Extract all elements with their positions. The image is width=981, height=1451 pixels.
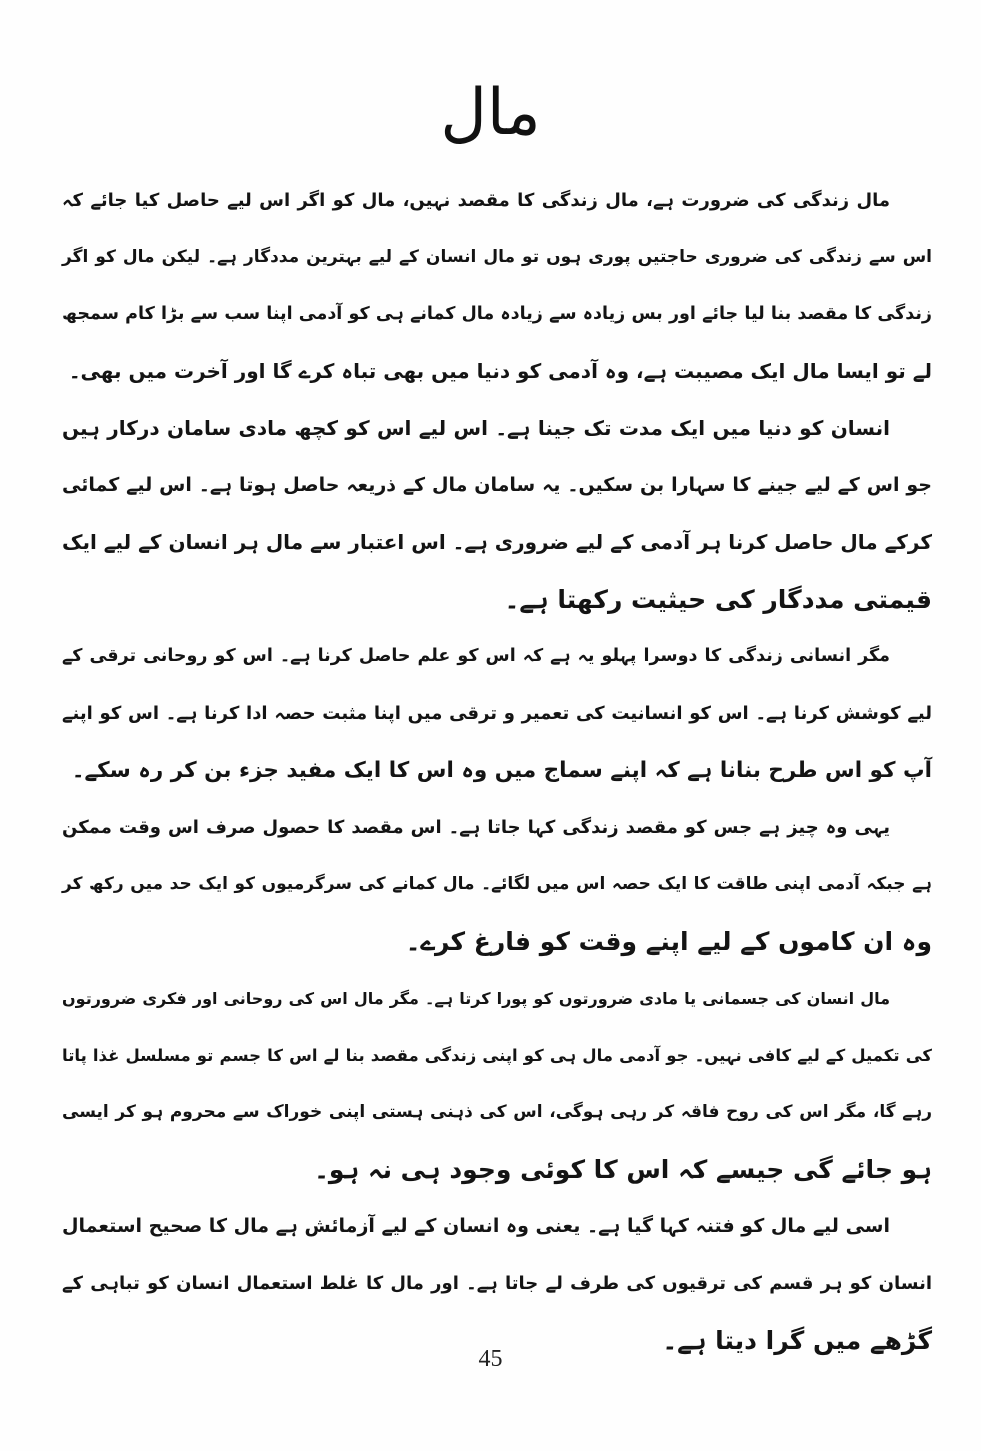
page-number: 45 [478,1346,503,1372]
text-line: اس سے زندگی کی ضروری حاجتیں پوری ہوں تو مال انسان کے لیے بہترین مددگار ہے۔ لیکن مال کو اگر [62,247,932,267]
text-line: انسان کو ہر قسم کی ترقیوں کی طرف لے جاتا ہے۔ اور مال کا غلط استعمال انسان کو تباہی کے [62,1273,932,1294]
text-line: کی تکمیل کے لیے کافی نہیں۔ جو آدمی مال ہی کو اپنی زندگی مقصد بنا لے اس کا جسم تو مسلسل غذا پاتا [62,1046,932,1065]
text-line: رہے گا، مگر اس کی روح فاقہ کر رہی ہوگی، اس کی ذہنی ہستی اپنی خوراک سے محروم ہو کر ایسی [62,1102,932,1122]
text-line: مال زندگی کی ضرورت ہے، مال زندگی کا مقصد نہیں، مال کو اگر اس لیے حاصل کیا جائے کہ [62,190,890,211]
text-line: لے تو ایسا مال ایک مصیبت ہے، وہ آدمی کو دنیا میں بھی تباہ کرے گا اور آخرت میں بھی۔ [68,359,932,383]
text-line: زندگی کا مقصد بنا لیا جائے اور بس زیادہ سے زیادہ مال کمانے ہی کو آدمی اپنا سب سے بڑا کام سمجھ [62,304,932,324]
text-line: لیے کوشش کرنا ہے۔ اس کو انسانیت کی تعمیر و ترقی میں اپنا مثبت حصہ ادا کرنا ہے۔ اس کو اپنے [62,703,932,724]
text-line: گڑھے میں گرا دیتا ہے۔ [662,1326,932,1355]
text-line: آپ کو اس طرح بنانا ہے کہ اپنے سماج میں وہ اس کا ایک مفید جزء بن کر رہ سکے۔ [71,758,932,783]
text-line: اسی لیے مال کو فتنہ کہا گیا ہے۔ یعنی وہ انسان کے لیے آزمائش ہے مال کا صحیح استعمال [62,1215,890,1237]
text-line: یہی وہ چیز ہے جس کو مقصد زندگی کہا جاتا ہے۔ اس مقصد کا حصول صرف اس وقت ممکن [62,817,890,838]
text-line: ہو جائے گی جیسے کہ اس کا کوئی وجود ہی نہ ہو۔ [314,1155,932,1184]
text-line: قیمتی مددگار کی حیثیت رکھتا ہے۔ [504,585,932,614]
text-line: وہ ان کاموں کے لیے اپنے وقت کو فارغ کرے۔ [405,927,932,956]
text-line: کرکے مال حاصل کرنا ہر آدمی کے لیے ضروری ہے۔ اس اعتبار سے مال ہر انسان کے لیے ایک [61,530,932,554]
text-line: مال انسان کی جسمانی یا مادی ضرورتوں کو پورا کرتا ہے۔ مگر مال اس کی روحانی اور فکری ضرورتوں [62,989,890,1008]
body-text [62,172,932,1369]
text-line: جو اس کے لیے جینے کا سہارا بن سکیں۔ یہ سامان مال کے ذریعہ حاصل ہوتا ہے۔ اس لیے کمائی [62,474,932,496]
page-title: مال [440,76,541,150]
text-line: مگر انسانی زندگی کا دوسرا پہلو یہ ہے کہ اس کو علم حاصل کرنا ہے۔ اس کو روحانی ترقی کے [62,646,890,666]
text-line: انسان کو دنیا میں ایک مدت تک جینا ہے۔ اس لیے اس کو کچھ مادی سامان درکار ہیں [62,416,890,440]
text-line: ہے جبکہ آدمی اپنی طاقت کا ایک حصہ اس میں لگائے۔ مال کمانے کی سرگرمیوں کو ایک حد میں رکھ کر [62,874,932,894]
